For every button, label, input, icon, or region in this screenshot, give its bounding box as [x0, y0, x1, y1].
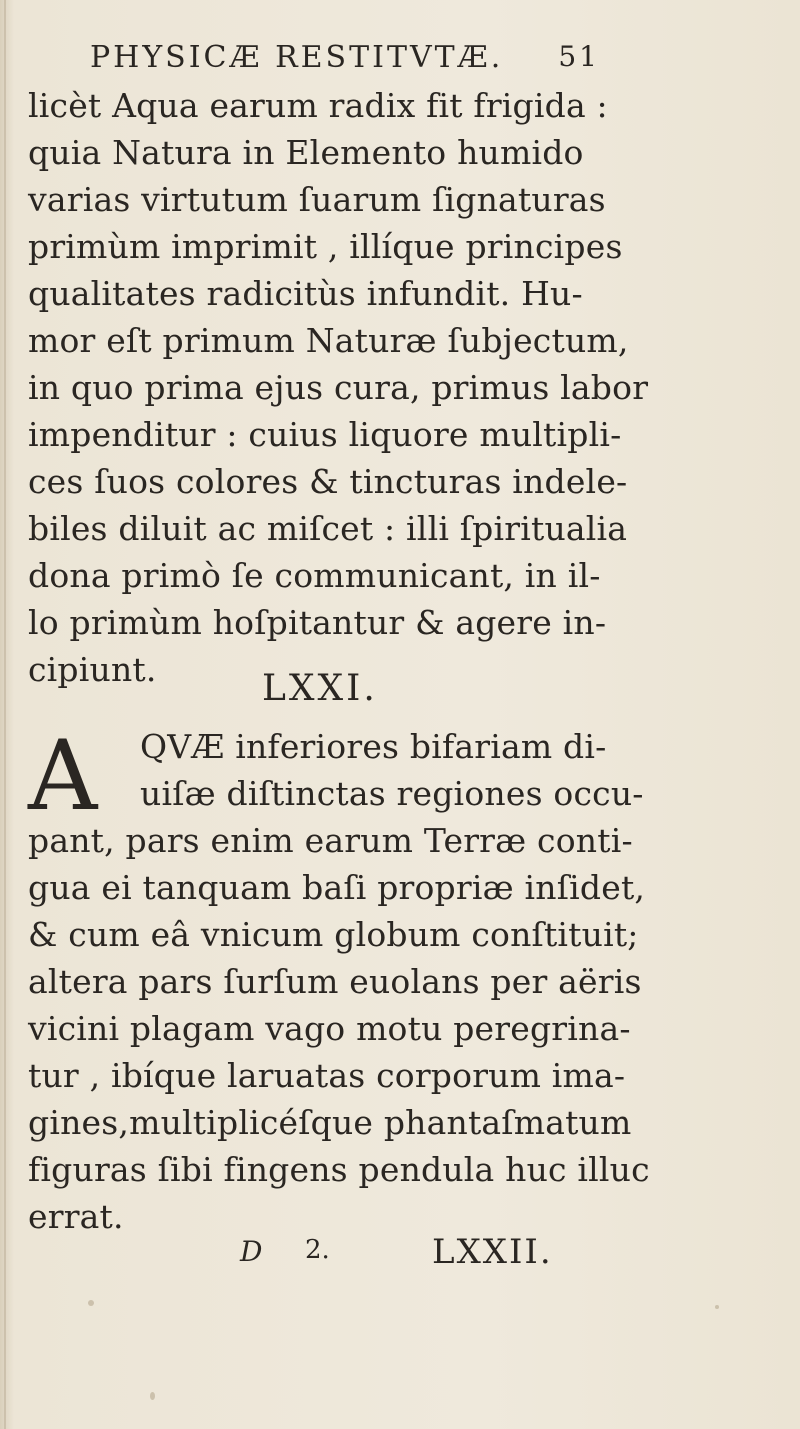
- text-line: varias virtutum ſuarum ſignaturas: [28, 180, 606, 219]
- text-line: errat.: [28, 1197, 124, 1236]
- running-head-title: PHYSICÆ RESTITVTÆ.: [90, 40, 504, 75]
- catchword: LXXII.: [432, 1232, 553, 1272]
- text-line: pant, pars enim earum Terræ conti-: [28, 821, 633, 860]
- text-line: gua ei tanquam baſi propriæ inſidet,: [28, 868, 646, 907]
- text-line: lo primùm hoſpitantur & agere in-: [28, 603, 607, 642]
- running-head: [90, 40, 760, 84]
- drop-capital: A: [28, 720, 98, 832]
- text-line: licèt Aqua earum radix fit frigida :: [28, 86, 608, 125]
- text-line: in quo prima ejus cura, primus labor: [28, 368, 649, 407]
- text-line: figuras ſibi fingens pendula huc illuc: [28, 1150, 650, 1189]
- text-line: cipiunt.: [28, 650, 157, 689]
- text-line: QVÆ inferiores bifariam di-: [140, 727, 607, 766]
- text-line: quia Natura in Elemento humido: [28, 133, 584, 172]
- text-line: ces ſuos colores & tincturas indele-: [28, 462, 628, 501]
- page-number: 51: [558, 40, 600, 73]
- signature-number: 2.: [305, 1235, 330, 1265]
- text-line: gines,multiplicéſque phantaſmatum: [28, 1103, 632, 1142]
- paper-speck: [88, 1300, 94, 1306]
- text-line: mor eſt primum Naturæ ſubjectum,: [28, 321, 629, 360]
- page-gutter: [4, 0, 6, 1429]
- section-heading: LXXI.: [262, 668, 378, 709]
- text-line: primùm imprimit , illíque principes: [28, 227, 623, 266]
- text-line: & cum eâ vnicum globum conſtituit;: [28, 915, 639, 954]
- text-line: dona primò ſe communicant, in il-: [28, 556, 601, 595]
- text-line: uiſæ diſtinctas regiones occu-: [140, 774, 644, 813]
- text-line: tur , ibíque laruatas corporum ima-: [28, 1056, 626, 1095]
- text-line: vicini plagam vago motu peregrina-: [28, 1009, 631, 1048]
- paper-speck: [715, 1305, 719, 1309]
- text-line: altera pars ſurſum euolans per aëris: [28, 962, 642, 1001]
- text-line: biles diluit ac miſcet : illi ſpiritualia: [28, 509, 628, 548]
- signature-mark: D: [240, 1235, 263, 1268]
- text-line: impenditur : cuius liquore multipli-: [28, 415, 622, 454]
- paper-speck: [150, 1392, 155, 1400]
- text-line: qualitates radicitùs infundit. Hu-: [28, 274, 583, 313]
